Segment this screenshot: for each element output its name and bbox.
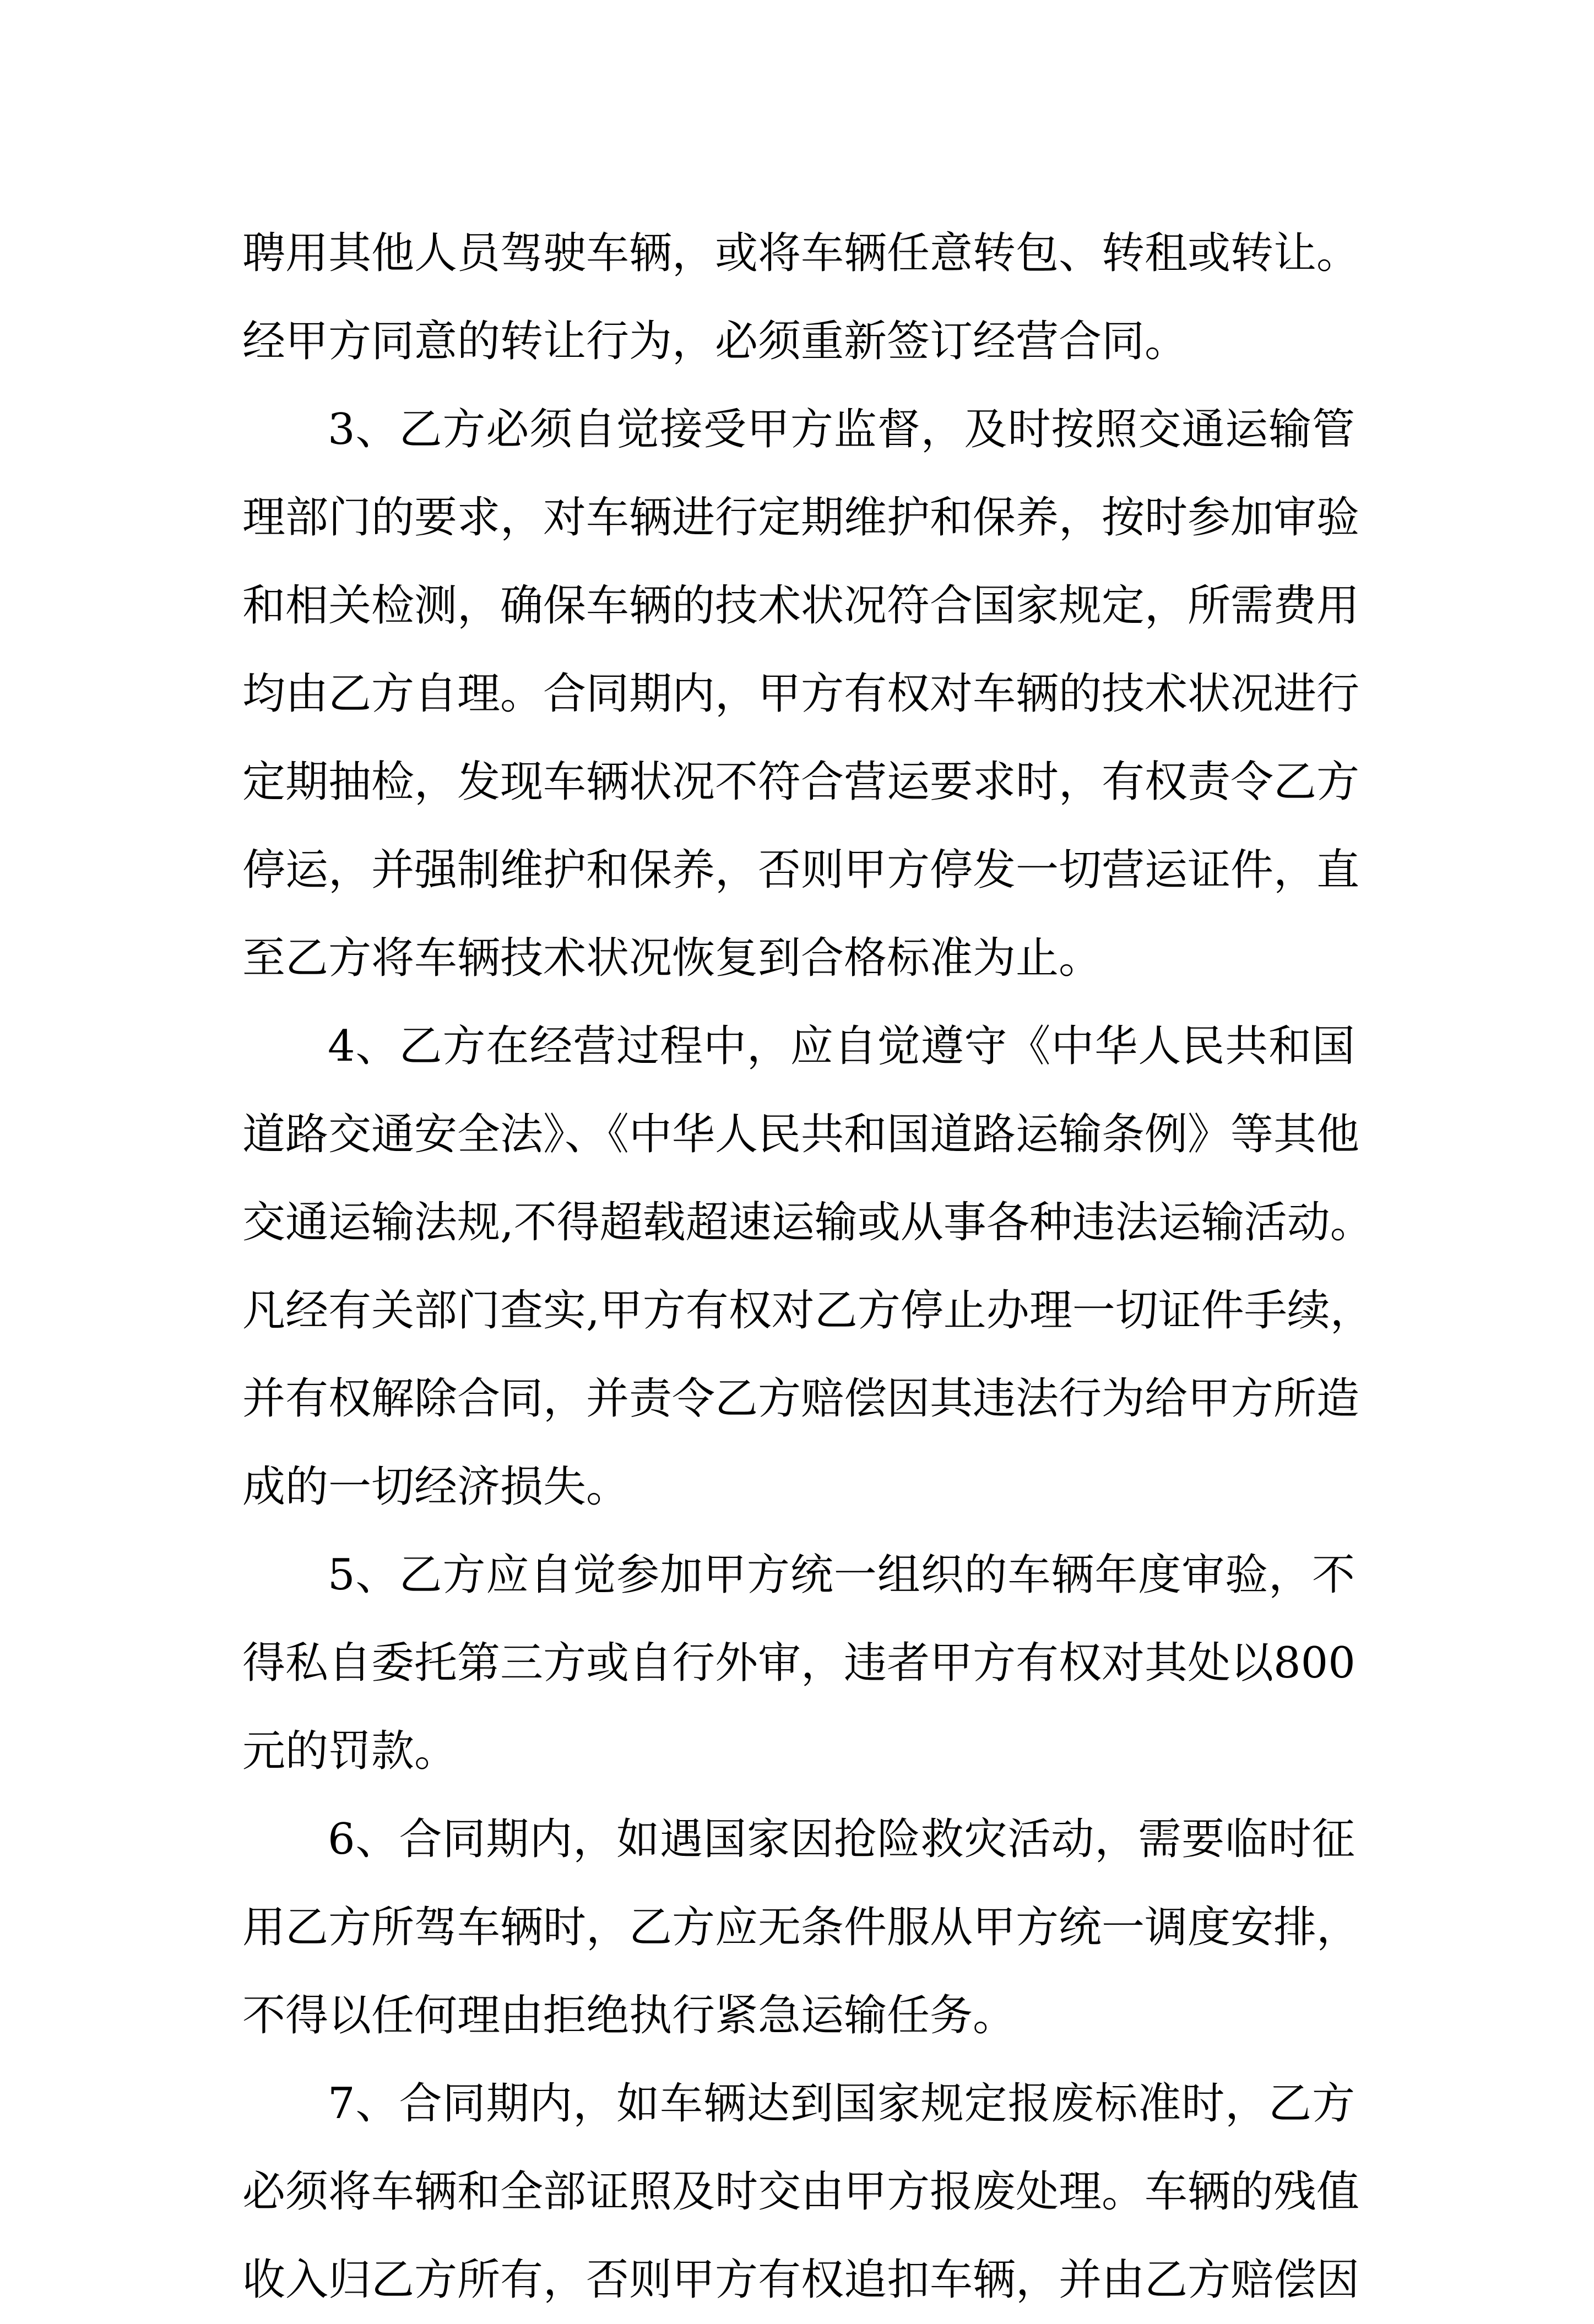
paragraph-start-line: 3、乙方必须自觉接受甲方监督，及时按照交通运输管	[328, 405, 1355, 454]
text-line: 和相关检测，确保车辆的技术状况符合国家规定，所需费用	[242, 581, 1360, 631]
text-line: 不得以任何理由拒绝执行紧急运输任务。	[242, 1991, 1016, 2040]
text-line: 元的罚款。	[242, 1726, 458, 1776]
text-line: 经甲方同意的转让行为，必须重新签订经营合同。	[242, 317, 1188, 366]
text-line: 理部门的要求，对车辆进行定期维护和保养，按时参加审验	[242, 493, 1360, 542]
text-line: 至乙方将车辆技术状况恢复到合格标准为止。	[242, 933, 1102, 983]
paragraph-start-line: 6、合同期内，如遇国家因抢险救灾活动，需要临时征	[328, 1815, 1355, 1864]
text-line: 收入归乙方所有，否则甲方有权追扣车辆，并由乙方赔偿因	[242, 2255, 1360, 2305]
paragraph-start-line: 7、合同期内，如车辆达到国家规定报废标准时，乙方	[328, 2079, 1355, 2128]
text-line: 必须将车辆和全部证照及时交由甲方报废处理。车辆的残值	[242, 2167, 1360, 2217]
text-line: 交通运输法规,不得超载超速运输或从事各种违法运输活动。	[242, 1198, 1373, 1247]
paragraph-start-line: 5、乙方应自觉参加甲方统一组织的车辆年度审验，不	[328, 1550, 1355, 1600]
text-line: 并有权解除合同，并责令乙方赔偿因其违法行为给甲方所造	[242, 1374, 1360, 1424]
text-line: 得私自委托第三方或自行外审，违者甲方有权对其处以800	[242, 1638, 1356, 1688]
text-line: 用乙方所驾车辆时，乙方应无条件服从甲方统一调度安排，	[242, 1903, 1360, 1952]
paragraph-start-line: 4、乙方在经营过程中，应自觉遵守《中华人民共和国	[328, 1022, 1355, 1071]
text-line: 停运，并强制维护和保养，否则甲方停发一切营运证件，直	[242, 845, 1360, 895]
text-line: 聘用其他人员驾驶车辆，或将车辆任意转包、转租或转让。	[242, 229, 1360, 278]
text-line: 凡经有关部门查实,甲方有权对乙方停止办理一切证件手续，	[242, 1286, 1373, 1335]
text-line: 定期抽检，发现车辆状况不符合营运要求时，有权责令乙方	[242, 757, 1360, 807]
text-line: 成的一切经济损失。	[242, 1462, 630, 1512]
text-line: 均由乙方自理。合同期内，甲方有权对车辆的技术状况进行	[242, 669, 1360, 719]
text-line: 道路交通安全法》、《中华人民共和国道路运输条例》等其他	[242, 1110, 1360, 1159]
